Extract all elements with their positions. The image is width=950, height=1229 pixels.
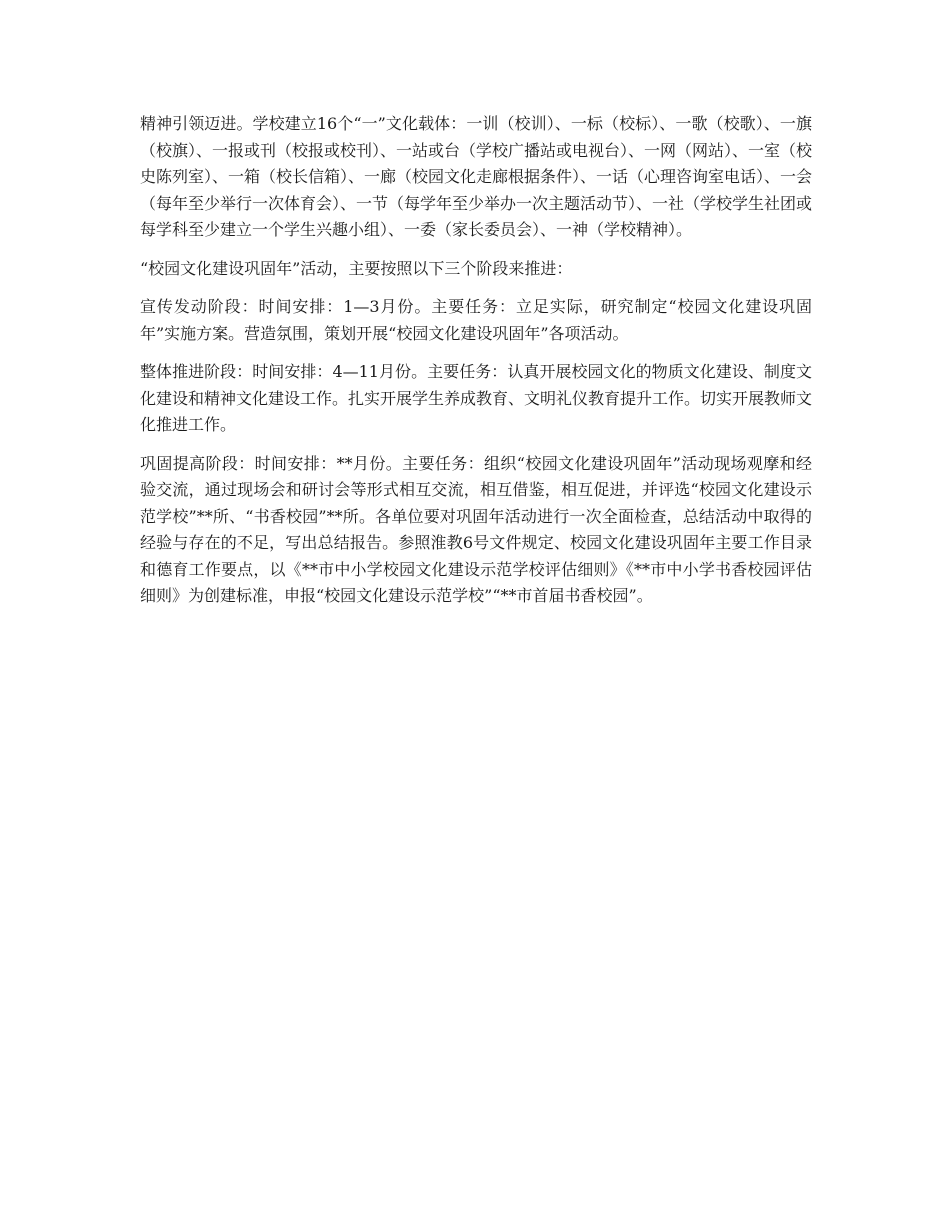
paragraph-culture-carriers: 精神引领迈进。学校建立16个“一”文化载体：一训（校训）、一标（校标）、一歌（校歌）、一旗（校旗）、一报或刊（校报或校刊）、一站或台（学校广播站或电视台）、一网（网站）、一室（校史陈列室）、一箱（校长信箱）、一廊（校园文化走廊根据条件）、一话（心理咨询室电话）、一会（每年至少举行一次体育会）、一节（每学年至少举办一次主题活动节）、一社（学校学生社团或每学科至少建立一个学生兴趣小组）、一委（家长委员会）、一神（学校精神）。 [140, 114, 813, 239]
document-body [140, 111, 812, 622]
paragraph-stages-intro: “校园文化建设巩固年”活动，主要按照以下三个阶段来推进： [140, 258, 573, 278]
paragraph-stage-advance: 整体推进阶段：时间安排：4—11月份。主要任务：认真开展校园文化的物质文化建设、制度文化建设和精神文化建设工作。扎实开展学生养成教育、文明礼仪教育提升工作。切实开展教师文化推进工作。 [140, 362, 813, 434]
paragraph-stage-consolidate: 巩固提高阶段：时间安排：**月份。主要任务：组织“校园文化建设巩固年”活动现场观摩和经验交流，通过现场会和研讨会等形式相互交流，相互借鉴，相互促进，并评选“校园文化建设示范学校”**所、“书香校园”**所。各单位要对巩固年活动进行一次全面检查，总结活动中取得的经验与存在的不足，写出总结报告。参照淮教6号文件规定、校园文化建设巩固年主要工作目录和德育工作要点，以《**市中小学校园文化建设示范学校评估细则》《**市中小学书香校园评估细则》为创建标准，申报“校园文化建设示范学校”“**市首届书香校园”。 [140, 453, 812, 605]
paragraph-stage-publicity: 宣传发动阶段：时间安排：1—3月份。主要任务：立足实际，研究制定“校园文化建设巩固年”实施方案。营造氛围，策划开展“校园文化建设巩固年”各项活动。 [140, 297, 812, 343]
